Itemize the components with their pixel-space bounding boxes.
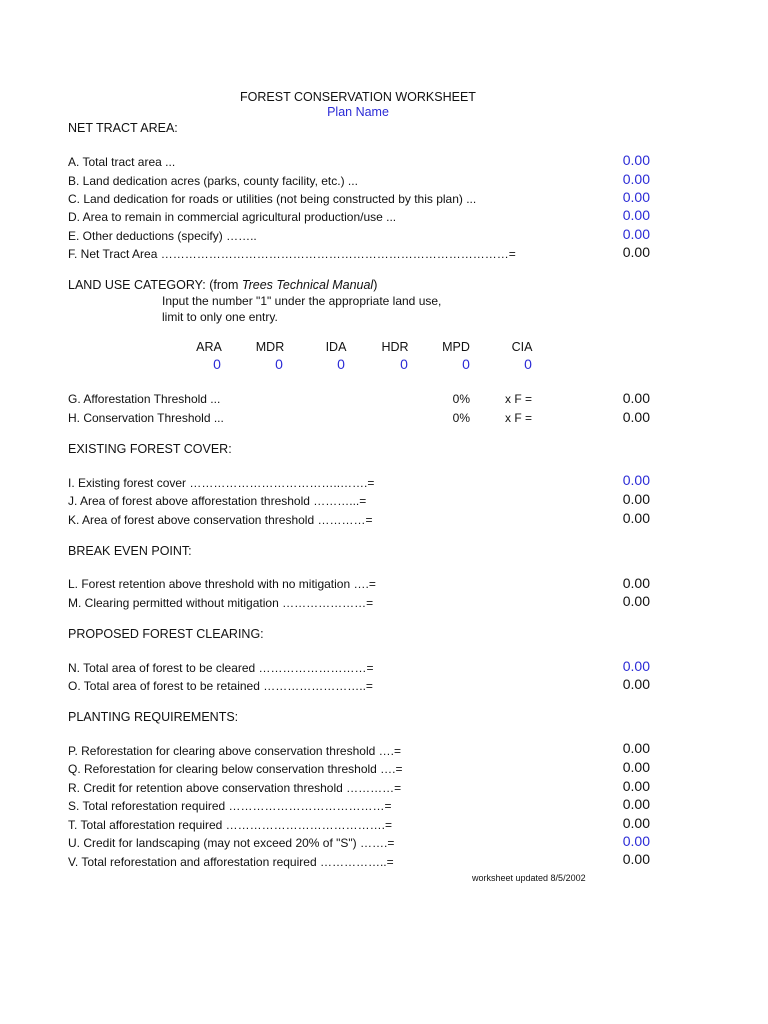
afforestation-threshold-pct: 0% (452, 392, 470, 406)
row-label-f: F. Net Tract Area ……………………………………………………………………………= (68, 247, 516, 261)
input-existing-forest-cover[interactable]: 0.00 (622, 472, 650, 488)
row-label-c: C. Land dedication for roads or utilities (not being constructed by this plan) ... (68, 192, 477, 206)
row-label-j: J. Area of forest above afforestation threshold ………...= (68, 494, 367, 508)
value-clearing-permitted: 0.00 (622, 593, 650, 609)
row-label-e: E. Other deductions (specify) …….. (68, 229, 257, 243)
planting-heading: PLANTING REQUIREMENTS: (68, 710, 239, 724)
row-label-k: K. Area of forest above conservation threshold …………= (68, 513, 373, 527)
row-label-o: O. Total area of forest to be retained ……………………..= (68, 679, 373, 693)
value-forest-above-afforestation: 0.00 (622, 491, 650, 507)
plan-name[interactable]: Plan Name (327, 105, 389, 119)
row-label-i: I. Existing forest cover ………………………………..…….= (68, 476, 375, 490)
land-use-instruction-2: limit to only one entry. (162, 310, 278, 324)
input-forest-cleared[interactable]: 0.00 (622, 658, 650, 674)
row-label-t: T. Total afforestation required ………………………………….= (68, 818, 392, 832)
afforestation-xf-label: x F = (505, 392, 533, 406)
row-label-s: S. Total reforestation required …………………………………= (68, 799, 392, 813)
value-forest-above-conservation: 0.00 (622, 510, 650, 526)
row-label-p: P. Reforestation for clearing above conservation threshold ….= (68, 744, 401, 758)
category-label-ida: IDA (325, 340, 347, 354)
category-label-mdr: MDR (255, 340, 285, 354)
input-category-ida[interactable]: 0 (337, 356, 345, 372)
input-agricultural-area[interactable]: 0.00 (622, 207, 650, 223)
row-label-d: D. Area to remain in commercial agricultural production/use ... (68, 210, 397, 224)
row-label-b: B. Land dedication acres (parks, county facility, etc.) ... (68, 174, 358, 188)
value-forest-retained: 0.00 (622, 676, 650, 692)
land-use-heading: LAND USE CATEGORY: (from Trees Technical Manual) (68, 278, 378, 292)
conservation-threshold-pct: 0% (452, 411, 470, 425)
input-category-mdr[interactable]: 0 (275, 356, 283, 372)
value-conservation-threshold: 0.00 (622, 409, 650, 425)
category-label-mpd: MPD (442, 340, 470, 354)
input-land-dedication-parks[interactable]: 0.00 (622, 171, 650, 187)
row-label-l: L. Forest retention above threshold with no mitigation ….= (68, 577, 376, 591)
input-other-deductions[interactable]: 0.00 (622, 226, 650, 242)
row-label-v: V. Total reforestation and afforestation required ……………..= (68, 855, 394, 869)
category-label-hdr: HDR (381, 340, 409, 354)
break-even-heading: BREAK EVEN POINT: (68, 544, 192, 558)
land-use-instruction-1: Input the number "1" under the appropriate land use, (162, 294, 442, 308)
value-net-tract-area: 0.00 (622, 244, 650, 260)
existing-forest-heading: EXISTING FOREST COVER: (68, 442, 232, 456)
input-landscaping-credit[interactable]: 0.00 (622, 833, 650, 849)
row-label-h: H. Conservation Threshold ... (68, 411, 224, 425)
row-label-u: U. Credit for landscaping (may not exceed 20% of "S") …….= (68, 836, 395, 850)
row-label-m: M. Clearing permitted without mitigation …………………= (68, 596, 374, 610)
row-label-a: A. Total tract area ... (68, 155, 176, 169)
category-label-ara: ARA (196, 340, 222, 354)
proposed-clearing-heading: PROPOSED FOREST CLEARING: (68, 627, 264, 641)
input-total-tract-area[interactable]: 0.00 (622, 152, 650, 168)
category-label-cia: CIA (511, 340, 533, 354)
net-tract-heading: NET TRACT AREA: (68, 121, 178, 135)
row-label-n: N. Total area of forest to be cleared ………………………= (68, 661, 374, 675)
value-credit-retention: 0.00 (622, 778, 650, 794)
row-label-r: R. Credit for retention above conservation threshold …………= (68, 781, 402, 795)
value-reforestation-below: 0.00 (622, 759, 650, 775)
input-category-ara[interactable]: 0 (213, 356, 221, 372)
input-land-dedication-roads[interactable]: 0.00 (622, 189, 650, 205)
value-total-reforestation: 0.00 (622, 796, 650, 812)
input-category-hdr[interactable]: 0 (400, 356, 408, 372)
value-total-reforestation-afforestation: 0.00 (622, 851, 650, 867)
row-label-g: G. Afforestation Threshold ... (68, 392, 221, 406)
input-category-mpd[interactable]: 0 (462, 356, 470, 372)
value-afforestation-threshold: 0.00 (622, 390, 650, 406)
value-total-afforestation: 0.00 (622, 815, 650, 831)
row-label-q: Q. Reforestation for clearing below conservation threshold ….= (68, 762, 403, 776)
page-title: FOREST CONSERVATION WORKSHEET (240, 90, 476, 104)
conservation-xf-label: x F = (505, 411, 533, 425)
value-reforestation-above: 0.00 (622, 740, 650, 756)
input-category-cia[interactable]: 0 (524, 356, 532, 372)
worksheet-updated-note: worksheet updated 8/5/2002 (472, 873, 586, 883)
value-forest-retention: 0.00 (622, 575, 650, 591)
